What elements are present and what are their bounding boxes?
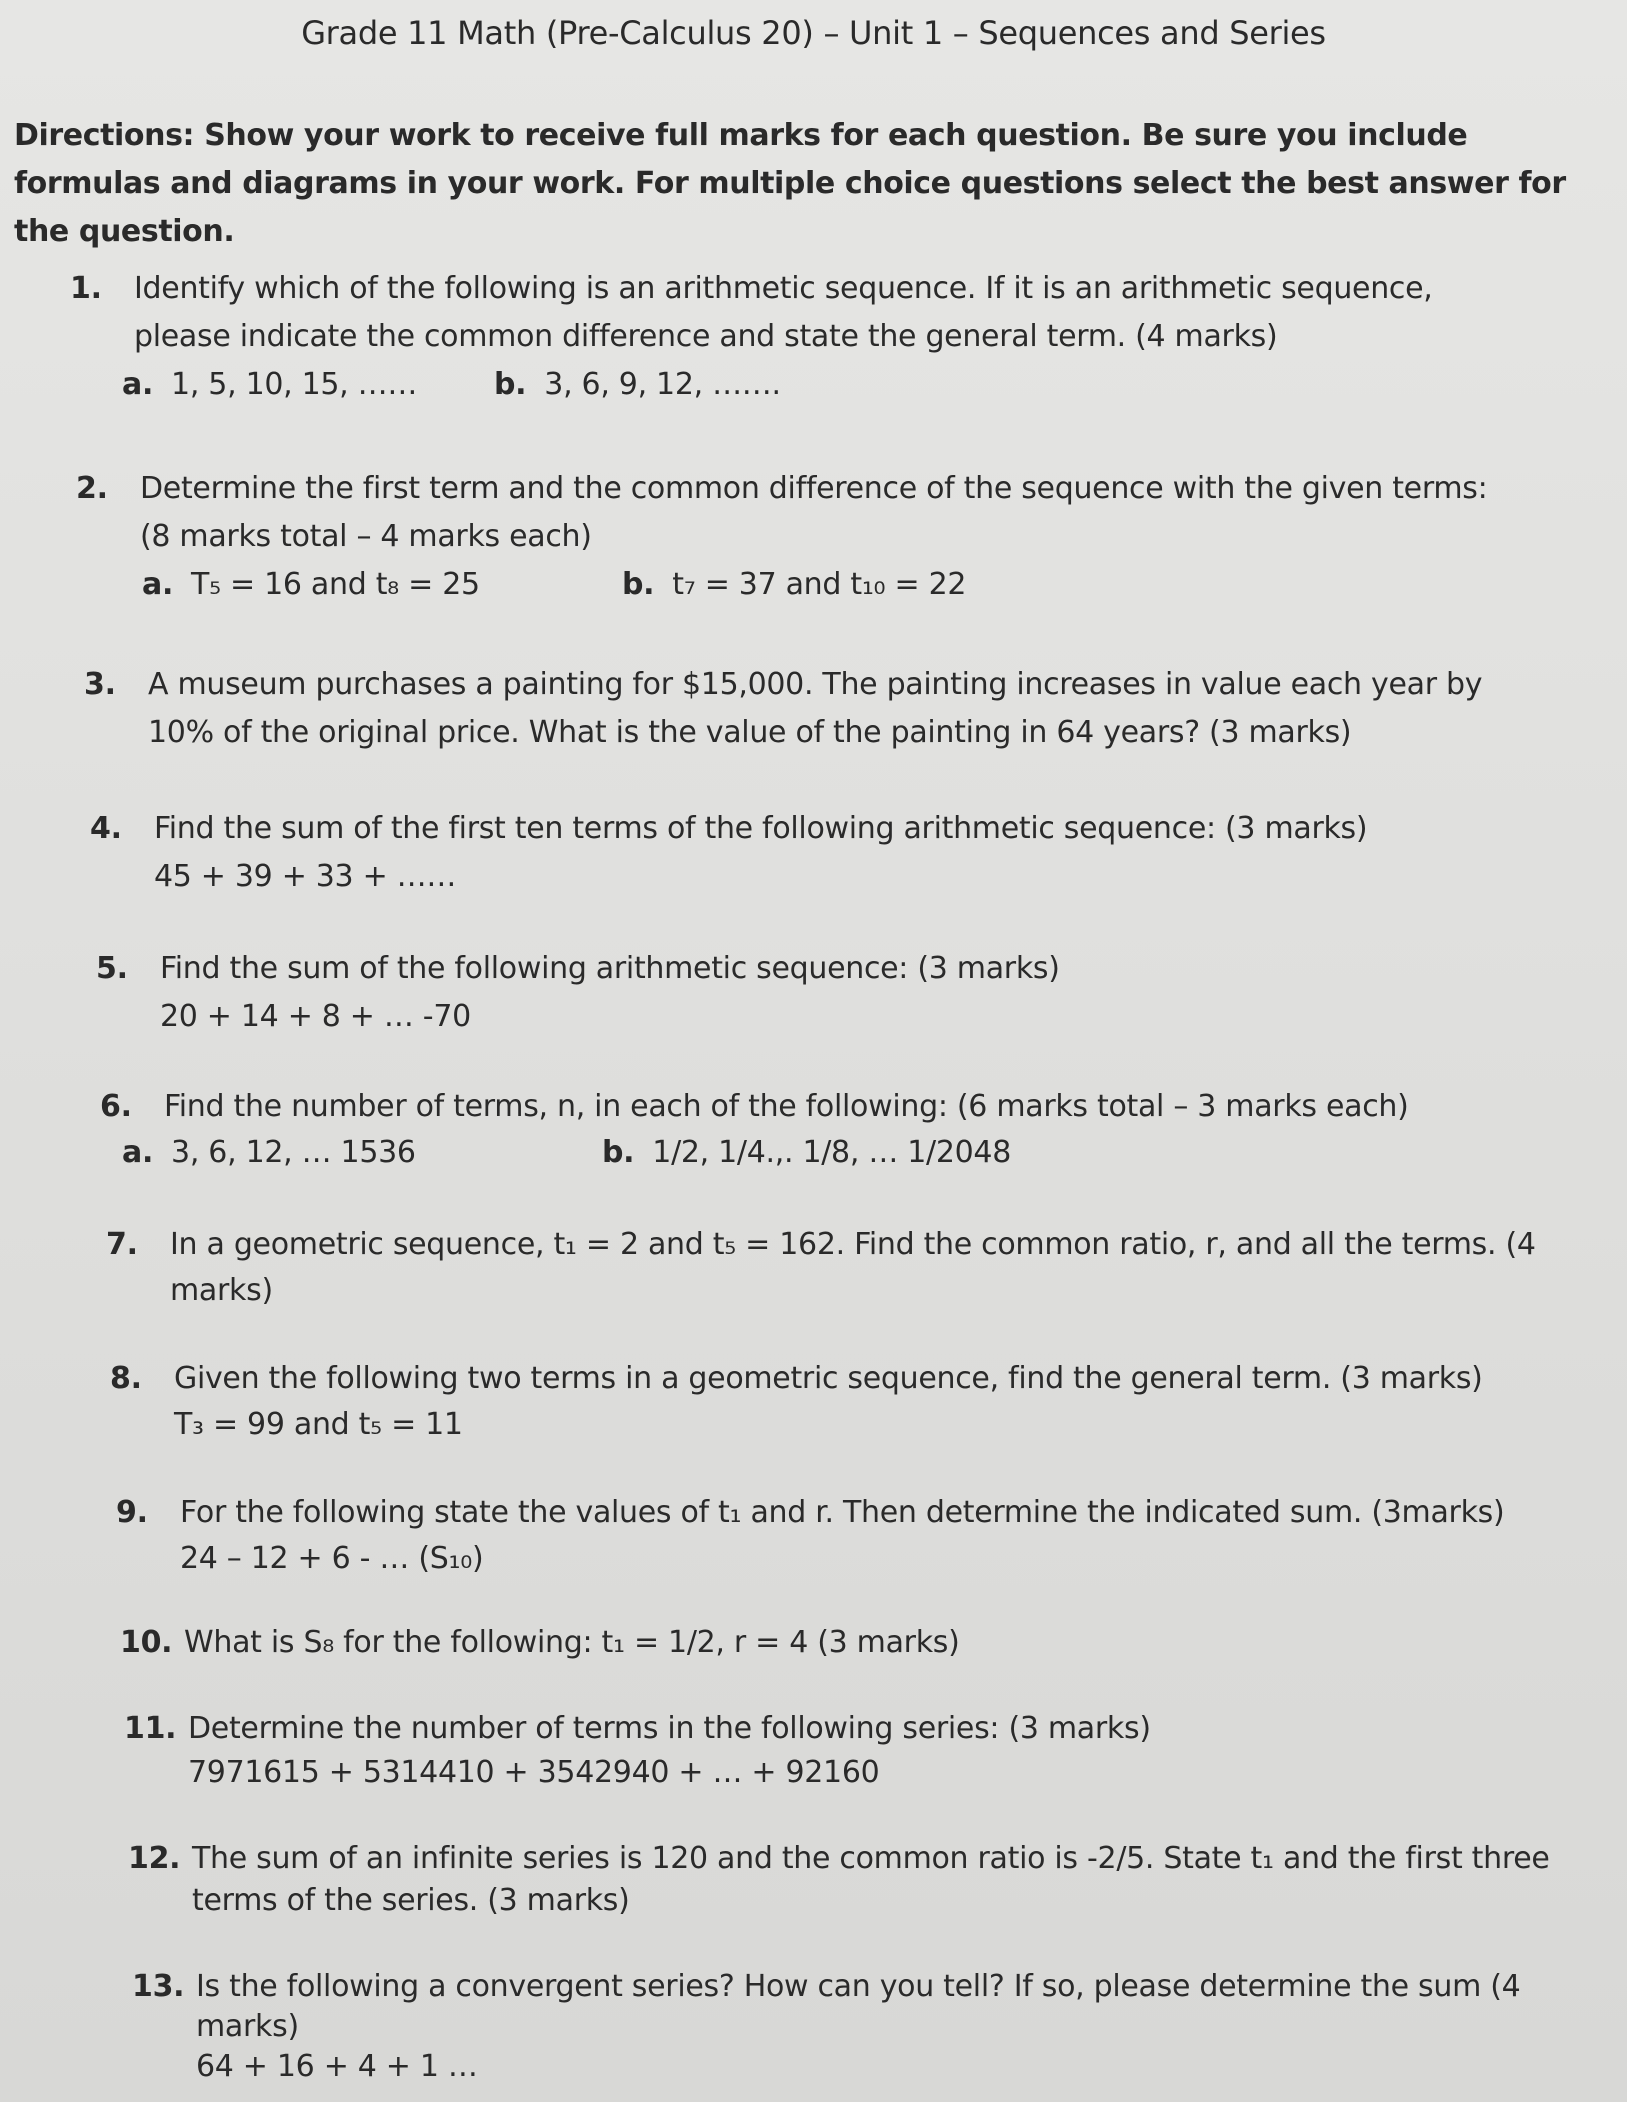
question-text-line: Determine the number of terms in the following series: (3 marks): [188, 1711, 1151, 1746]
question-number: 12.: [128, 1841, 181, 1876]
question-text-line: Find the sum of the following arithmetic sequence: (3 marks): [160, 951, 1060, 986]
question-text-line: Find the number of terms, n, in each of the following: (6 marks total – 3 marks each): [164, 1089, 1409, 1124]
question-number: 9.: [116, 1495, 148, 1530]
question-text-line: 10% of the original price. What is the value of the painting in 64 years? (3 marks): [148, 715, 1352, 750]
question-part-a: a. T₅ = 16 and t₈ = 25: [142, 567, 480, 602]
question-text-line: Identify which of the following is an arithmetic sequence. If it is an arithmetic sequence,: [134, 271, 1433, 306]
question-number: 6.: [100, 1089, 132, 1124]
directions: Directions: Show your work to receive full marks for each question. Be sure you include formulas and diagrams in your work. For multiple choice questions select the best answer for the question.: [14, 118, 1566, 249]
question-text-line: A museum purchases a painting for $15,000. The painting increases in value each year by: [148, 667, 1483, 702]
question-part-a: a. 1, 5, 10, 15, ……: [122, 367, 418, 402]
question-text-line: Find the sum of the first ten terms of the following arithmetic sequence: (3 marks): [154, 811, 1368, 846]
question-number: 2.: [76, 471, 108, 506]
question-text-line: 45 + 39 + 33 + ……: [154, 859, 457, 894]
question-number: 11.: [124, 1711, 177, 1746]
question-text-line: 20 + 14 + 8 + … -70: [160, 999, 471, 1034]
question-part-b: b. 1/2, 1/4.,. 1/8, … 1/2048: [602, 1135, 1011, 1170]
question-part-b: b. 3, 6, 9, 12, …….: [494, 367, 781, 402]
question-number: 4.: [90, 811, 122, 846]
question-number: 8.: [110, 1361, 142, 1396]
question-number: 7.: [106, 1227, 138, 1262]
question-number: 1.: [70, 271, 102, 306]
question-number: 5.: [96, 951, 128, 986]
question-text-line: For the following state the values of t₁ and r. Then determine the indicated sum. (3marks): [180, 1495, 1505, 1530]
question-number: 3.: [84, 667, 116, 702]
question-text-line: 64 + 16 + 4 + 1 …: [196, 2049, 478, 2084]
question-text-line: The sum of an infinite series is 120 and the common ratio is -2/5. State t₁ and the first three: [192, 1841, 1550, 1876]
question-text-line: 24 – 12 + 6 - … (S₁₀): [180, 1541, 484, 1576]
question-text-line: In a geometric sequence, t₁ = 2 and t₅ = 162. Find the common ratio, r, and all the terms. (4: [170, 1227, 1536, 1262]
question-text-line: What is S₈ for the following: t₁ = 1/2, r = 4 (3 marks): [184, 1625, 960, 1660]
question-text-line: T₃ = 99 and t₅ = 11: [174, 1407, 463, 1442]
question-part-b: b. t₇ = 37 and t₁₀ = 22: [622, 567, 967, 602]
question-text-line: Is the following a convergent series? How can you tell? If so, please determine the sum (4: [196, 1969, 1521, 2004]
question-number: 10.: [120, 1625, 173, 1660]
question-text-line: please indicate the common difference and state the general term. (4 marks): [134, 319, 1278, 354]
worksheet-title: Grade 11 Math (Pre-Calculus 20) – Unit 1 – Sequences and Series: [301, 14, 1326, 52]
question-text-line: 7971615 + 5314410 + 3542940 + … + 92160: [188, 1755, 880, 1790]
question-text-line: terms of the series. (3 marks): [192, 1883, 630, 1918]
question-text-line: marks): [196, 2009, 299, 2044]
question-number: 13.: [132, 1969, 185, 2004]
question-text-line: Given the following two terms in a geometric sequence, find the general term. (3 marks): [174, 1361, 1483, 1396]
question-text-line: (8 marks total – 4 marks each): [140, 519, 592, 554]
question-part-a: a. 3, 6, 12, … 1536: [122, 1135, 416, 1170]
question-text-line: marks): [170, 1273, 273, 1308]
question-text-line: Determine the first term and the common difference of the sequence with the given terms:: [140, 471, 1488, 506]
